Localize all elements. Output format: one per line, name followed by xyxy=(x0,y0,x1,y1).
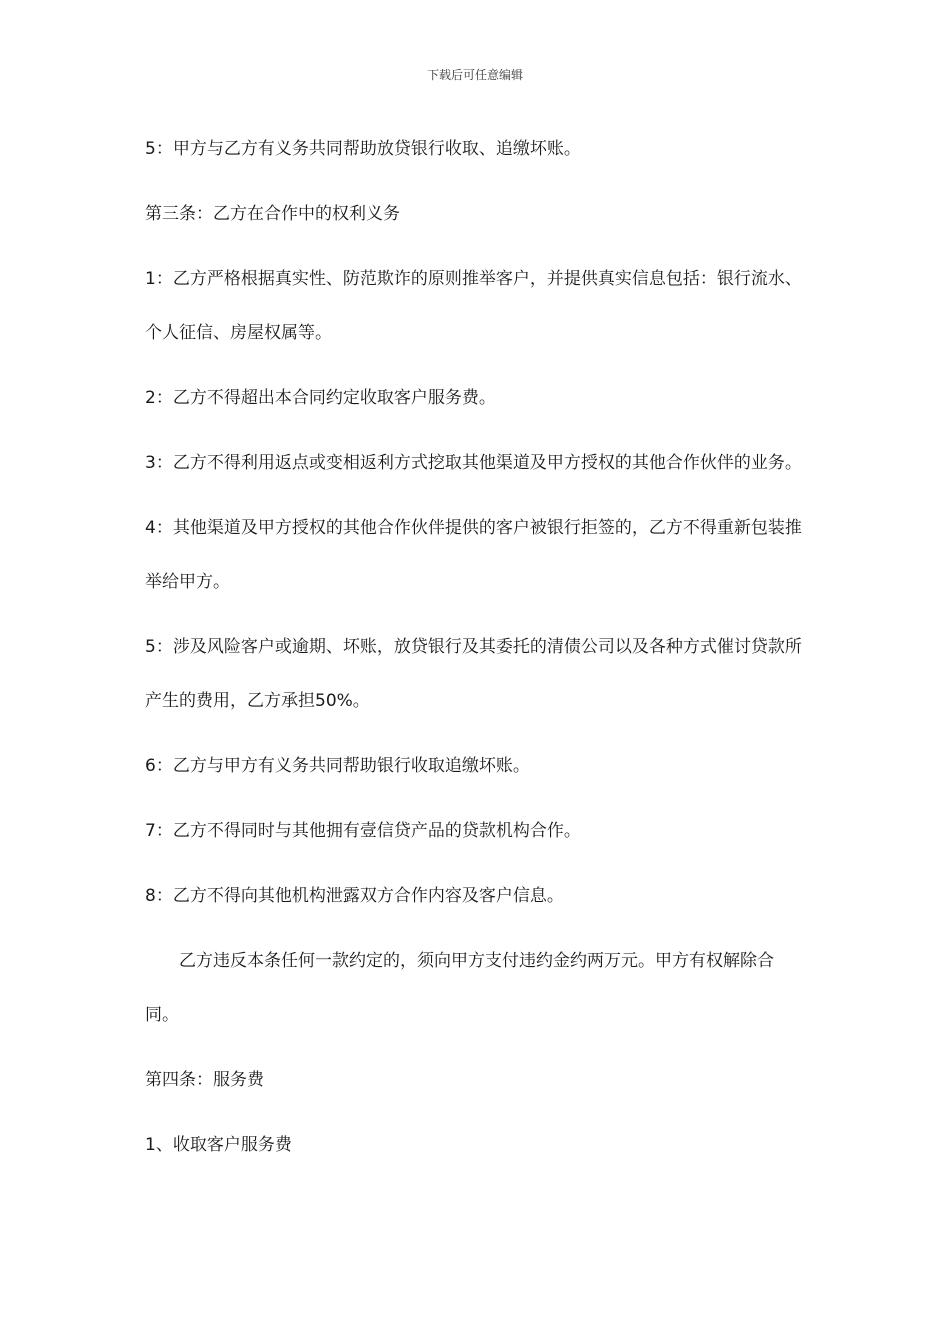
clause-item: 3：乙方不得利用返点或变相返利方式挖取其他渠道及甲方授权的其他合作伙伴的业务。 xyxy=(145,453,802,473)
clause-item: 8：乙方不得向其他机构泄露双方合作内容及客户信息。 xyxy=(145,886,564,906)
clause-item: 5：甲方与乙方有义务共同帮助放贷银行收取、追缴坏账。 xyxy=(145,139,581,159)
clause-item: 5：涉及风险客户或逾期、坏账，放贷银行及其委托的清债公司以及各种方式催讨贷款所产生的费用，乙方承担50%。 xyxy=(145,637,802,711)
clause-item: 6：乙方与甲方有义务共同帮助银行收取追缴坏账。 xyxy=(145,756,530,776)
clause-item: 4：其他渠道及甲方授权的其他合作伙伴提供的客户被银行拒签的，乙方不得重新包装推举给甲方。 xyxy=(145,518,802,592)
section-heading: 第四条：服务费 xyxy=(145,1070,264,1090)
section-heading: 第三条：乙方在合作中的权利义务 xyxy=(145,204,400,224)
page-header-note: 下载后可任意编辑 xyxy=(426,68,523,82)
clause-item: 1：乙方严格根据真实性、防范欺诈的原则推举客户，并提供真实信息包括：银行流水、个人征信、房屋权属等。 xyxy=(145,269,802,343)
clause-item: 2：乙方不得超出本合同约定收取客户服务费。 xyxy=(145,388,496,408)
clause-item: 1、收取客户服务费 xyxy=(145,1135,292,1155)
penalty-paragraph: 乙方违反本条任何一款约定的，须向甲方支付违约金约两万元。甲方有权解除合同。 xyxy=(145,951,774,1025)
document-body xyxy=(145,122,807,1183)
clause-item: 7：乙方不得同时与其他拥有壹信贷产品的贷款机构合作。 xyxy=(145,821,581,841)
